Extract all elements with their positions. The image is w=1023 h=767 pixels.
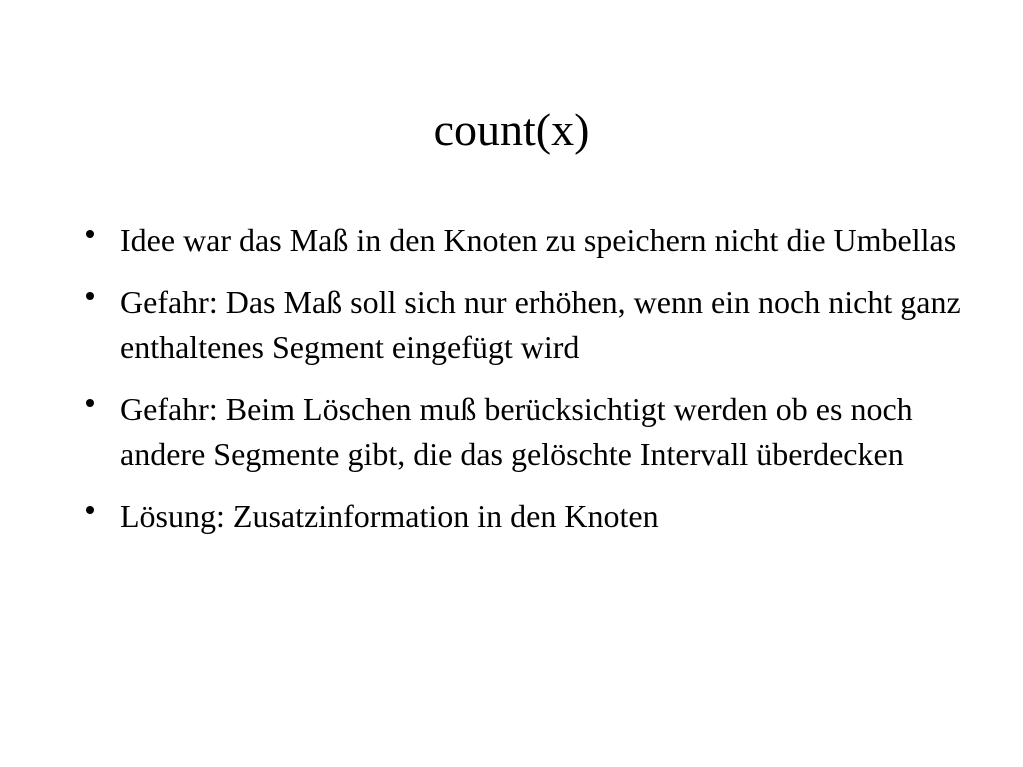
bullet-item	[0, 387, 1023, 477]
bullet-text: Idee war das Maß in den Knoten zu speichern nicht die Umbellas	[120, 222, 957, 258]
slide-title: count(x)	[433, 104, 590, 155]
bullet-text: Gefahr: Das Maß soll sich nur erhöhen, wenn ein noch nicht ganz enthaltenes Segment eingefügt wird	[120, 284, 961, 365]
bullet-text: Gefahr: Beim Löschen muß berücksichtigt werden ob es noch andere Segmente gibt, die das gelöschte Intervall überdecken	[120, 391, 913, 472]
bullet-dot-icon	[86, 230, 94, 238]
bullet-dot-icon	[86, 292, 94, 300]
bullet-dot-icon	[86, 506, 94, 514]
bullet-item	[0, 494, 1023, 539]
bullet-item	[0, 280, 1023, 370]
bullet-list	[0, 218, 1023, 556]
bullet-item	[0, 218, 1023, 263]
bullet-dot-icon	[86, 399, 94, 407]
bullet-text: Lösung: Zusatzinformation in den Knoten	[120, 498, 659, 534]
